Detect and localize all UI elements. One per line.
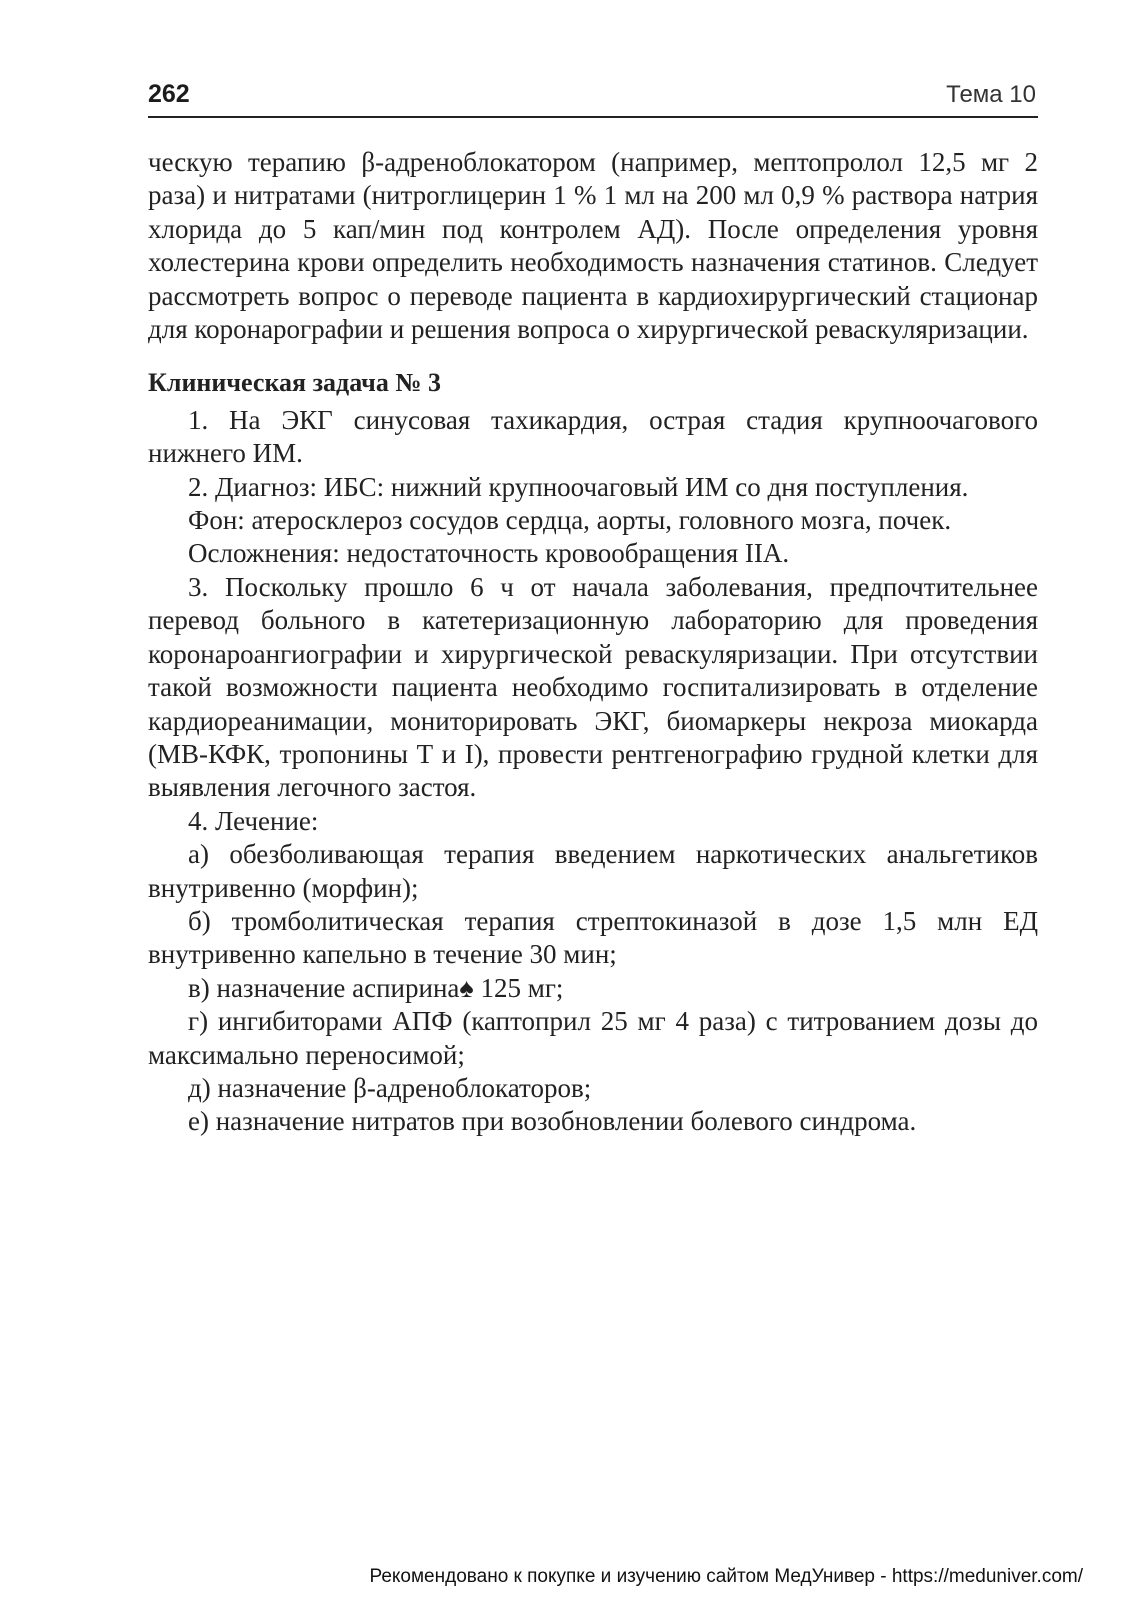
list-item: б) тромболитическая терапия стрептокиназой в дозе 1,5 млн ЕД внутривенно капельно в течение 30 мин; (148, 905, 1038, 970)
list-item: г) ингибиторами АПФ (каптоприл 25 мг 4 раза) с титрованием дозы до максимально переносимой; (148, 1006, 1038, 1070)
list-item: 1. На ЭКГ синусовая тахикардия, острая стадия крупноочагового нижнего ИМ. (148, 404, 1038, 469)
list-item: 4. Лечение: (188, 805, 319, 836)
list-item: в) назначение аспирина♠ 125 мг; (188, 972, 564, 1003)
page-number: 262 (148, 80, 190, 108)
list-item: Осложнения: недостаточность кровообращения IIA. (188, 538, 790, 569)
footer-note: Рекомендовано к покупке и изучению сайтом МедУнивер - https://meduniver.com/ (369, 1566, 1083, 1587)
intro-paragraph: ческую терапию β-адреноблокатором (например, мептопролол 12,5 мг 2 раза) и нитратами (нитроглицерин 1 % 1 мл на 200 мл 0,9 % раствора натрия хлорида до 5 кап/мин под контролем АД). После определения уровня холестерина крови определить необходимость назначения статинов. Следует рассмотреть вопрос о переводе пациента в кардиохирургический стационар для коронарографии и решения вопроса о хирургической реваскуляризации. (148, 147, 1038, 345)
section-label: Тема 10 (946, 81, 1036, 108)
list-item: 3. Поскольку прошло 6 ч от начала заболевания, предпочтительнее перевод больного в катетеризационную лабораторию для проведения коронароангиографии и хирургической реваскуляризации. При отсутствии такой возможности пациента необходимо госпитализировать в отделение кардиореанимации, мониторировать ЭКГ, биомаркеры некроза миокарда (МВ-КФК, тропонины Т и I), провести рентгенографию грудной клетки для выявления легочного застоя. (148, 571, 1038, 803)
list-item: Фон: атеросклероз сосудов сердца, аорты, головного мозга, почек. (188, 505, 952, 536)
page-header (148, 78, 1038, 118)
list-item: а) обезболивающая терапия введением наркотических анальгетиков внутривенно (морфин); (148, 839, 1038, 903)
list-item: д) назначение β-адреноблокаторов; (188, 1072, 592, 1103)
page-content (148, 146, 1038, 1139)
list-item: е) назначение нитратов при возобновлении болевого синдрома. (188, 1106, 917, 1137)
task-heading: Клиническая задача № 3 (148, 368, 441, 398)
list-item: 2. Диагноз: ИБС: нижний крупноочаговый ИМ со дня поступления. (188, 471, 969, 502)
